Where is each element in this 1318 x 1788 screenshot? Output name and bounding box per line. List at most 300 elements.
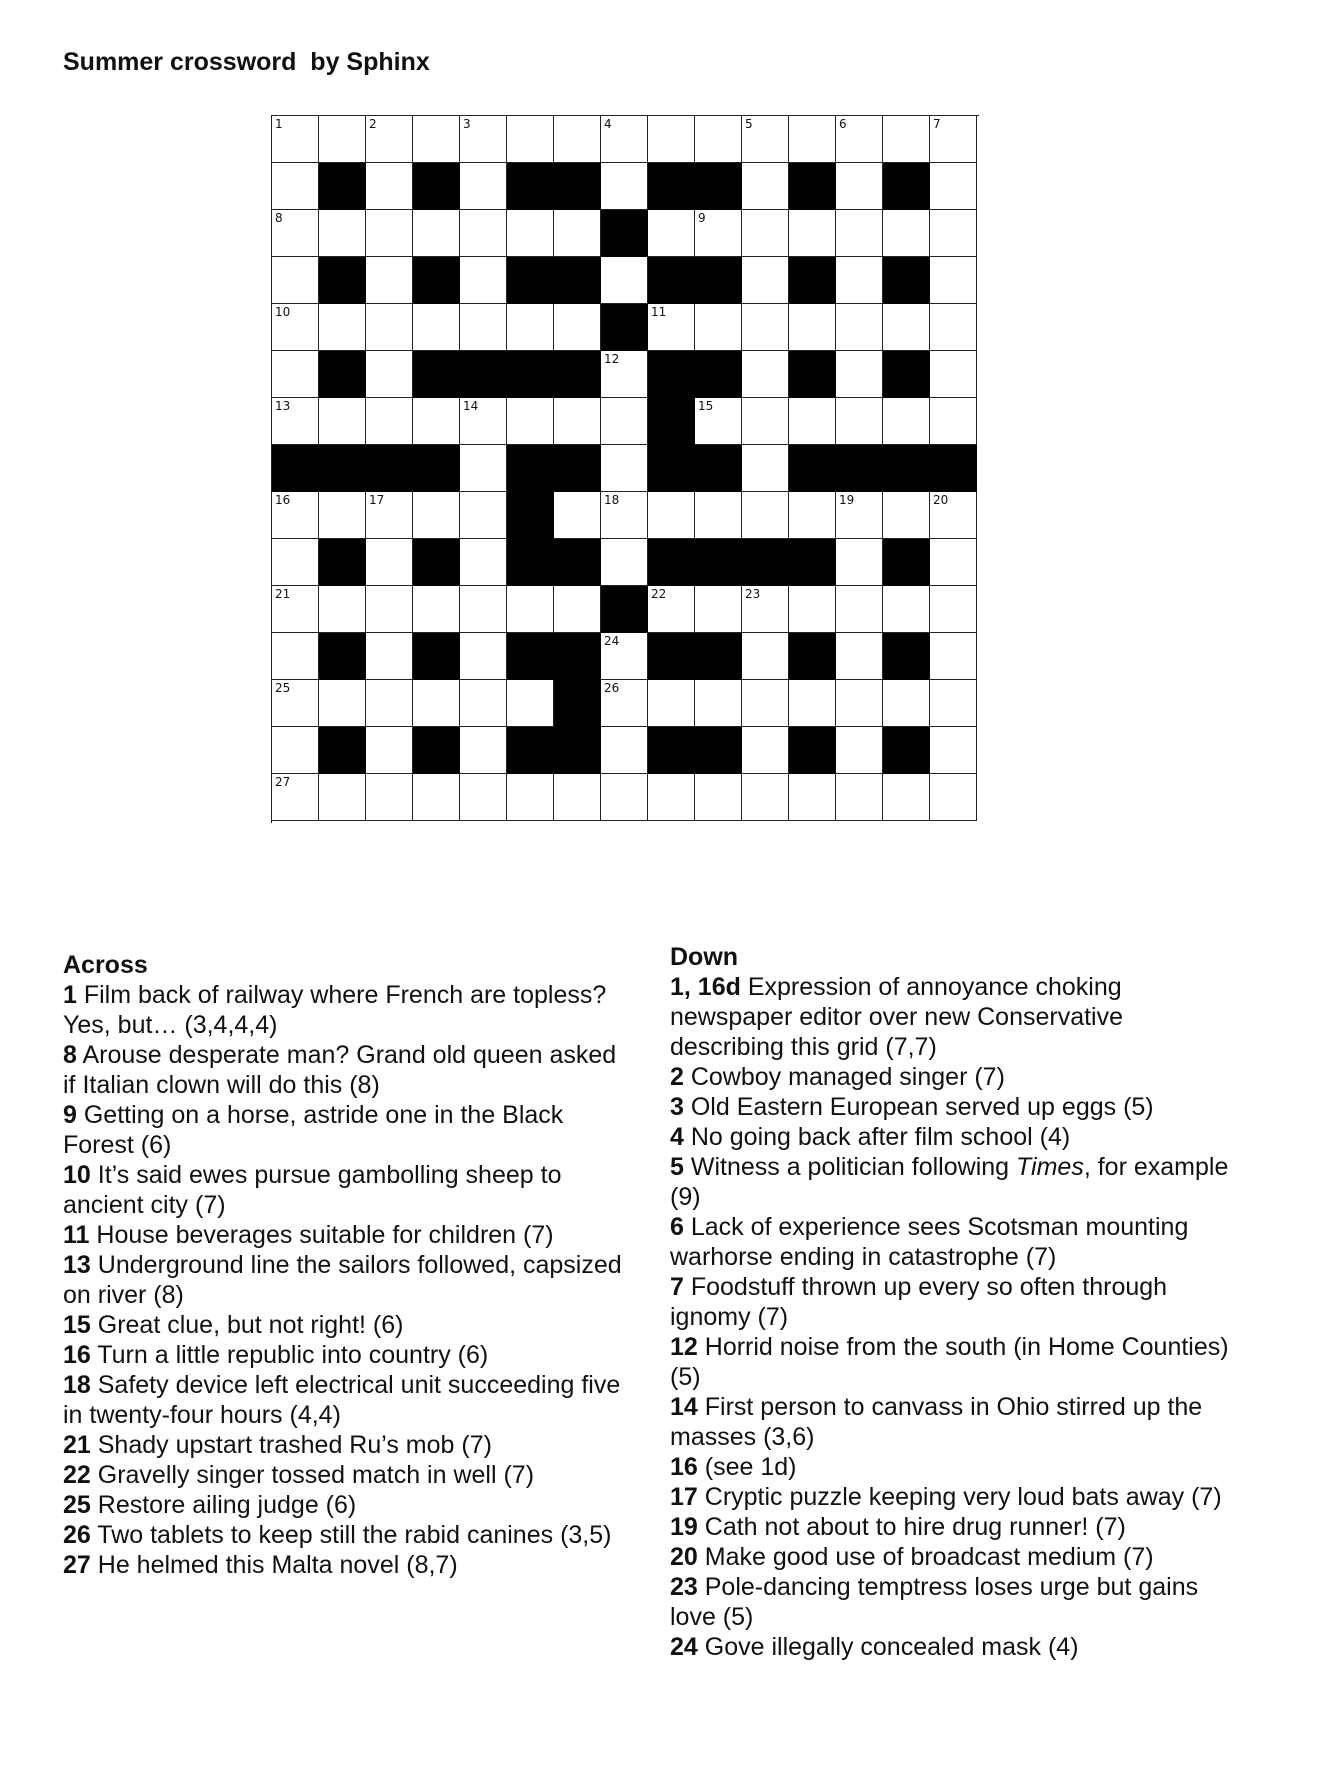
clue-number: 7	[670, 1273, 684, 1301]
down-clue	[670, 1122, 1240, 1152]
grid-cell[interactable]	[272, 398, 319, 445]
grid-cell[interactable]	[413, 680, 460, 727]
clue-number: 24	[670, 1633, 698, 1661]
grid-cell[interactable]	[366, 398, 413, 445]
grid-cell[interactable]	[507, 304, 554, 351]
down-clue	[670, 1332, 1240, 1392]
grid-cell[interactable]	[648, 116, 695, 163]
grid-cell-black	[554, 257, 601, 304]
grid-cell-black	[413, 633, 460, 680]
grid-cell[interactable]	[507, 586, 554, 633]
grid-cell[interactable]	[601, 492, 648, 539]
down-clue	[670, 1512, 1240, 1542]
grid-cell-black	[507, 163, 554, 210]
grid-cell-black	[413, 727, 460, 774]
grid-cell[interactable]	[742, 680, 789, 727]
grid-cell[interactable]	[272, 116, 319, 163]
clue-number: 6	[839, 117, 847, 131]
grid-cell[interactable]	[601, 163, 648, 210]
grid-cell[interactable]	[460, 492, 507, 539]
grid-cell[interactable]	[272, 304, 319, 351]
clue-number: 3	[670, 1093, 684, 1121]
grid-cell[interactable]	[930, 257, 977, 304]
down-clue	[670, 972, 1240, 1062]
clue-number: 12	[604, 352, 620, 366]
clue-text: It’s said ewes pursue gambolling sheep to ancient city (7)	[63, 1161, 562, 1219]
grid-cell[interactable]	[601, 633, 648, 680]
grid-cell[interactable]	[695, 774, 742, 821]
across-heading: Across	[63, 951, 148, 979]
clue-number: 19	[839, 493, 855, 507]
grid-cell[interactable]	[836, 539, 883, 586]
down-clues	[670, 942, 1240, 1662]
grid-cell[interactable]	[601, 445, 648, 492]
grid-cell-black	[695, 539, 742, 586]
grid-cell[interactable]	[742, 398, 789, 445]
grid-cell[interactable]	[883, 304, 930, 351]
down-clue	[670, 1392, 1240, 1452]
grid-cell-black	[319, 351, 366, 398]
clue-number: 4	[604, 117, 612, 131]
grid-cell[interactable]	[930, 680, 977, 727]
across-clue	[63, 1310, 623, 1340]
grid-cell[interactable]	[836, 586, 883, 633]
grid-cell-black	[554, 539, 601, 586]
grid-cell[interactable]	[319, 304, 366, 351]
clue-number: 17	[369, 493, 385, 507]
grid-cell[interactable]	[789, 774, 836, 821]
clue-text: He helmed this Malta novel (8,7)	[90, 1551, 458, 1579]
grid-cell[interactable]	[789, 210, 836, 257]
grid-cell[interactable]	[272, 727, 319, 774]
grid-cell[interactable]	[601, 398, 648, 445]
grid-cell[interactable]	[366, 116, 413, 163]
grid-cell[interactable]	[319, 774, 366, 821]
grid-cell-black	[648, 727, 695, 774]
grid-cell[interactable]	[695, 398, 742, 445]
grid-cell[interactable]	[366, 492, 413, 539]
grid-cell-black	[648, 445, 695, 492]
grid-cell-black	[695, 445, 742, 492]
grid-cell-black	[789, 163, 836, 210]
grid-cell-black	[695, 351, 742, 398]
grid-cell-black	[507, 492, 554, 539]
grid-cell[interactable]	[836, 210, 883, 257]
grid-cell[interactable]	[742, 586, 789, 633]
grid-cell[interactable]	[836, 774, 883, 821]
grid-cell-black	[648, 398, 695, 445]
grid-cell[interactable]	[648, 586, 695, 633]
grid-cell[interactable]	[742, 257, 789, 304]
down-clue	[670, 1572, 1240, 1632]
grid-cell[interactable]	[319, 398, 366, 445]
grid-cell[interactable]	[460, 774, 507, 821]
clue-number: 20	[933, 493, 949, 507]
grid-cell[interactable]	[789, 492, 836, 539]
grid-cell[interactable]	[554, 492, 601, 539]
grid-cell[interactable]	[930, 351, 977, 398]
grid-cell[interactable]	[413, 304, 460, 351]
clue-text: Cath not about to hire drug runner! (7)	[697, 1513, 1126, 1541]
grid-cell[interactable]	[742, 492, 789, 539]
clue-number: 26	[63, 1521, 91, 1549]
down-clue	[670, 1482, 1240, 1512]
grid-cell[interactable]	[272, 351, 319, 398]
clue-number: 14	[670, 1393, 698, 1421]
grid-cell[interactable]	[460, 210, 507, 257]
clue-text: Underground line the sailors followed, capsized on river (8)	[63, 1251, 622, 1309]
grid-cell[interactable]	[460, 633, 507, 680]
across-clue	[63, 1370, 623, 1430]
grid-cell[interactable]	[366, 539, 413, 586]
across-clues	[63, 950, 623, 1580]
grid-cell[interactable]	[601, 351, 648, 398]
clue-number: 15	[698, 399, 714, 413]
grid-cell[interactable]	[648, 492, 695, 539]
grid-cell[interactable]	[366, 210, 413, 257]
grid-cell-black	[554, 680, 601, 727]
clue-number: 8	[275, 211, 283, 225]
grid-cell[interactable]	[272, 633, 319, 680]
grid-cell[interactable]	[742, 445, 789, 492]
grid-cell[interactable]	[648, 304, 695, 351]
grid-cell[interactable]	[930, 492, 977, 539]
across-clue	[63, 1490, 623, 1520]
grid-cell[interactable]	[742, 304, 789, 351]
grid-cell[interactable]	[883, 774, 930, 821]
grid-cell-black	[789, 351, 836, 398]
grid-cell[interactable]	[648, 210, 695, 257]
grid-cell[interactable]	[648, 680, 695, 727]
across-clue	[63, 1520, 623, 1550]
grid-cell[interactable]	[366, 727, 413, 774]
clue-number: 11	[63, 1221, 90, 1249]
grid-cell[interactable]	[930, 398, 977, 445]
clue-text: House beverages suitable for children (7)	[89, 1221, 554, 1249]
grid-cell-black	[319, 163, 366, 210]
grid-cell[interactable]	[366, 586, 413, 633]
clue-number: 27	[63, 1551, 91, 1579]
grid-cell[interactable]	[507, 680, 554, 727]
grid-cell-black	[930, 445, 977, 492]
down-clue	[670, 1062, 1240, 1092]
grid-cell[interactable]	[930, 304, 977, 351]
grid-cell[interactable]	[930, 633, 977, 680]
across-clue	[63, 1040, 623, 1100]
grid-cell[interactable]	[507, 210, 554, 257]
clue-number: 14	[463, 399, 479, 413]
clue-text: Expression of annoyance choking newspaper editor over new Conservative describing this grid (7,7)	[670, 973, 1124, 1061]
grid-cell[interactable]	[836, 492, 883, 539]
grid-cell[interactable]	[460, 304, 507, 351]
grid-cell-black	[319, 539, 366, 586]
grid-cell[interactable]	[272, 492, 319, 539]
grid-cell-black	[413, 351, 460, 398]
grid-cell-black	[883, 633, 930, 680]
grid-cell[interactable]	[836, 304, 883, 351]
grid-cell[interactable]	[883, 680, 930, 727]
grid-cell[interactable]	[507, 774, 554, 821]
grid-cell[interactable]	[319, 586, 366, 633]
grid-cell[interactable]	[742, 633, 789, 680]
grid-cell[interactable]	[930, 116, 977, 163]
grid-cell[interactable]	[319, 116, 366, 163]
grid-cell-black	[695, 633, 742, 680]
grid-cell[interactable]	[272, 680, 319, 727]
grid-cell[interactable]	[507, 398, 554, 445]
grid-cell[interactable]	[460, 727, 507, 774]
clue-number: 25	[63, 1491, 91, 1519]
clue-number: 15	[63, 1311, 91, 1339]
grid-cell-black	[648, 633, 695, 680]
clue-number: 25	[275, 681, 291, 695]
clue-number: 22	[651, 587, 667, 601]
grid-cell[interactable]	[601, 727, 648, 774]
grid-cell[interactable]	[836, 257, 883, 304]
clue-text: Make good use of broadcast medium (7)	[697, 1543, 1154, 1571]
clue-text: Cowboy managed singer (7)	[683, 1063, 1005, 1091]
grid-cell[interactable]	[836, 116, 883, 163]
grid-cell[interactable]	[366, 163, 413, 210]
grid-cell[interactable]	[836, 163, 883, 210]
grid-cell-black	[789, 539, 836, 586]
clue-number: 16	[670, 1453, 698, 1481]
clue-text: Shady upstart trashed Ru’s mob (7)	[90, 1431, 492, 1459]
grid-cell[interactable]	[460, 163, 507, 210]
down-heading: Down	[670, 943, 739, 971]
clue-text: Witness a politician following Times, for example (9)	[670, 1153, 1229, 1211]
across-clue	[63, 1100, 623, 1160]
grid-cell[interactable]	[413, 398, 460, 445]
grid-cell[interactable]	[460, 257, 507, 304]
clue-text: Two tablets to keep still the rabid canines (3,5)	[90, 1521, 612, 1549]
grid-cell-black	[507, 633, 554, 680]
grid-cell[interactable]	[695, 116, 742, 163]
grid-cell[interactable]	[507, 116, 554, 163]
grid-cell[interactable]	[883, 586, 930, 633]
grid-cell-black	[789, 727, 836, 774]
grid-cell[interactable]	[601, 539, 648, 586]
grid-cell-black	[883, 539, 930, 586]
grid-cell-black	[648, 257, 695, 304]
grid-cell[interactable]	[554, 774, 601, 821]
clue-number: 10	[275, 305, 291, 319]
grid-cell[interactable]	[883, 398, 930, 445]
clue-number: 18	[604, 493, 620, 507]
grid-cell[interactable]	[460, 445, 507, 492]
grid-cell[interactable]	[836, 680, 883, 727]
down-clue	[670, 1092, 1240, 1122]
grid-cell[interactable]	[554, 210, 601, 257]
clue-text: Foodstuff thrown up every so often through ignomy (7)	[670, 1273, 1168, 1331]
clue-number: 24	[604, 634, 620, 648]
clue-number: 23	[670, 1573, 698, 1601]
grid-cell[interactable]	[883, 492, 930, 539]
grid-cell[interactable]	[695, 492, 742, 539]
grid-cell-black	[601, 586, 648, 633]
grid-cell-black	[883, 163, 930, 210]
grid-cell[interactable]	[836, 633, 883, 680]
grid-cell[interactable]	[601, 257, 648, 304]
grid-cell-black	[413, 539, 460, 586]
grid-cell[interactable]	[930, 210, 977, 257]
grid-cell[interactable]	[272, 210, 319, 257]
grid-cell[interactable]	[742, 210, 789, 257]
clue-number: 22	[63, 1461, 91, 1489]
grid-cell-black	[648, 163, 695, 210]
grid-cell[interactable]	[272, 539, 319, 586]
grid-cell-black	[554, 163, 601, 210]
grid-cell[interactable]	[789, 116, 836, 163]
grid-cell[interactable]	[460, 398, 507, 445]
clue-number: 5	[670, 1153, 684, 1181]
clue-text: Safety device left electrical unit succeeding five in twenty-four hours (4,4)	[63, 1371, 621, 1429]
clue-number: 27	[275, 775, 291, 789]
grid-cell[interactable]	[554, 116, 601, 163]
down-clue	[670, 1452, 1240, 1482]
grid-cell[interactable]	[836, 398, 883, 445]
grid-cell[interactable]	[789, 586, 836, 633]
clue-number: 12	[670, 1333, 698, 1361]
grid-cell[interactable]	[836, 727, 883, 774]
grid-cell[interactable]	[413, 492, 460, 539]
across-clue	[63, 1220, 623, 1250]
clue-text: Gravelly singer tossed match in well (7)	[90, 1461, 535, 1489]
grid-cell[interactable]	[930, 774, 977, 821]
clue-number: 21	[63, 1431, 91, 1459]
grid-cell[interactable]	[601, 680, 648, 727]
grid-cell[interactable]	[601, 116, 648, 163]
grid-cell[interactable]	[366, 633, 413, 680]
grid-cell[interactable]	[272, 586, 319, 633]
grid-cell-black	[554, 351, 601, 398]
clue-text: (see 1d)	[697, 1453, 797, 1481]
grid-cell-black	[789, 445, 836, 492]
grid-cell[interactable]	[695, 586, 742, 633]
grid-cell[interactable]	[695, 304, 742, 351]
grid-cell[interactable]	[319, 210, 366, 257]
grid-cell[interactable]	[413, 210, 460, 257]
grid-cell-black	[554, 633, 601, 680]
grid-cell[interactable]	[460, 586, 507, 633]
grid-cell[interactable]	[742, 116, 789, 163]
grid-cell[interactable]	[789, 304, 836, 351]
grid-cell-black	[319, 445, 366, 492]
clue-number: 1	[63, 981, 77, 1009]
grid-cell[interactable]	[272, 774, 319, 821]
clue-text: Pole-dancing temptress loses urge but gains love (5)	[670, 1573, 1199, 1631]
grid-cell[interactable]	[742, 163, 789, 210]
grid-cell[interactable]	[789, 680, 836, 727]
grid-cell-black	[601, 304, 648, 351]
clue-number: 11	[651, 305, 667, 319]
down-clue	[670, 1212, 1240, 1272]
clue-text: No going back after film school (4)	[683, 1123, 1071, 1151]
across-clue	[63, 1250, 623, 1310]
grid-cell[interactable]	[366, 774, 413, 821]
grid-cell[interactable]	[554, 398, 601, 445]
grid-cell[interactable]	[366, 304, 413, 351]
grid-cell-black	[319, 727, 366, 774]
down-clue-list	[670, 972, 1240, 1662]
clue-text: Great clue, but not right! (6)	[90, 1311, 404, 1339]
grid-cell[interactable]	[554, 586, 601, 633]
clue-number: 18	[63, 1371, 91, 1399]
grid-cell[interactable]	[272, 257, 319, 304]
grid-cell[interactable]	[460, 680, 507, 727]
grid-cell-black	[460, 351, 507, 398]
grid-cell[interactable]	[742, 727, 789, 774]
across-clue	[63, 1460, 623, 1490]
grid-cell[interactable]	[883, 210, 930, 257]
grid-cell[interactable]	[319, 680, 366, 727]
grid-cell[interactable]	[789, 398, 836, 445]
grid-cell-black	[883, 351, 930, 398]
grid-cell-black	[507, 351, 554, 398]
puzzle-title: Summer crossword by Sphinx	[63, 48, 430, 76]
clue-number: 2	[670, 1063, 684, 1091]
grid-cell[interactable]	[366, 680, 413, 727]
grid-cell-black	[695, 257, 742, 304]
grid-cell[interactable]	[695, 210, 742, 257]
grid-cell-black	[413, 257, 460, 304]
clue-number: 19	[670, 1513, 698, 1541]
grid-cell-black	[789, 257, 836, 304]
grid-cell[interactable]	[413, 586, 460, 633]
grid-cell[interactable]	[930, 727, 977, 774]
grid-cell-black	[601, 210, 648, 257]
grid-cell[interactable]	[648, 774, 695, 821]
grid-cell[interactable]	[366, 351, 413, 398]
grid-cell-black	[413, 163, 460, 210]
grid-cell[interactable]	[742, 351, 789, 398]
grid-cell[interactable]	[366, 257, 413, 304]
grid-cell[interactable]	[930, 163, 977, 210]
clue-number: 20	[670, 1543, 698, 1571]
grid-cell[interactable]	[695, 680, 742, 727]
clue-number: 9	[63, 1101, 77, 1129]
grid-cell[interactable]	[601, 774, 648, 821]
grid-cell[interactable]	[836, 351, 883, 398]
down-clue	[670, 1152, 1240, 1212]
grid-cell-black	[883, 727, 930, 774]
grid-cell[interactable]	[460, 539, 507, 586]
grid-cell[interactable]	[413, 774, 460, 821]
clue-number: 16	[275, 493, 291, 507]
grid-cell[interactable]	[554, 304, 601, 351]
grid-cell-black	[648, 351, 695, 398]
grid-cell[interactable]	[930, 586, 977, 633]
clue-text: Turn a little republic into country (6)	[90, 1341, 489, 1369]
grid-cell-black	[789, 633, 836, 680]
grid-cell[interactable]	[413, 116, 460, 163]
grid-cell-black	[507, 539, 554, 586]
clue-number: 8	[63, 1041, 77, 1069]
grid-cell[interactable]	[883, 116, 930, 163]
grid-cell-black	[742, 539, 789, 586]
clue-number: 2	[369, 117, 377, 131]
grid-cell[interactable]	[319, 492, 366, 539]
clue-number: 21	[275, 587, 291, 601]
grid-cell[interactable]	[272, 163, 319, 210]
clue-text: First person to canvass in Ohio stirred up the masses (3,6)	[670, 1393, 1203, 1451]
grid-cell-black	[366, 445, 413, 492]
grid-cell[interactable]	[460, 116, 507, 163]
grid-cell[interactable]	[742, 774, 789, 821]
grid-cell-black	[695, 727, 742, 774]
grid-cell-black	[507, 727, 554, 774]
grid-cell[interactable]	[930, 539, 977, 586]
